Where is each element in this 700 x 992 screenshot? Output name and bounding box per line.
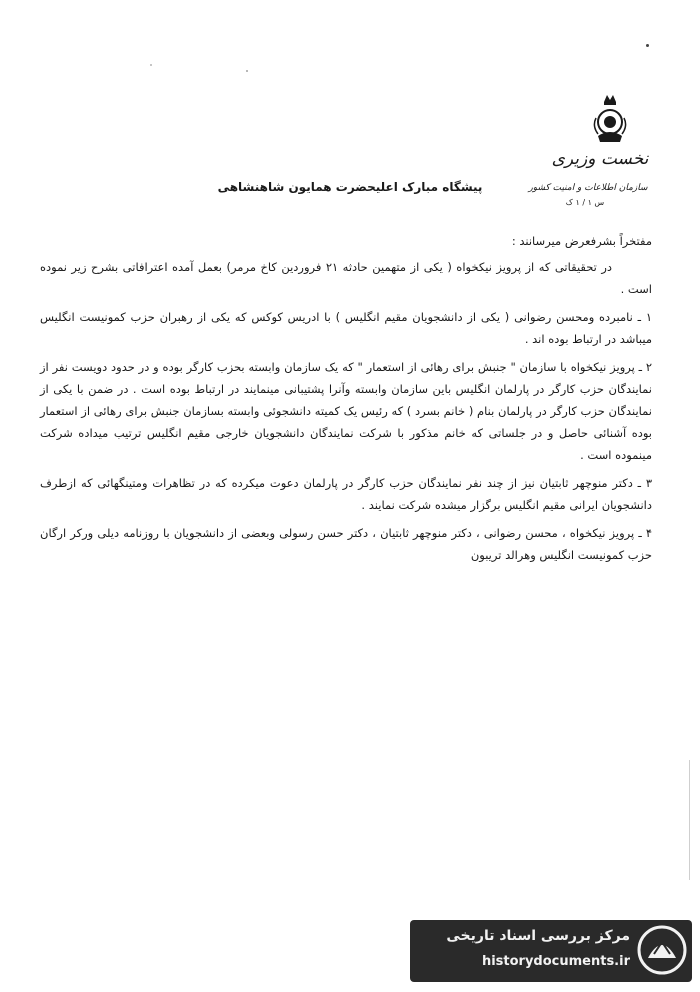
office-title: نخست وزیری bbox=[551, 149, 649, 169]
list-item: ۳ ـ دکتر منوچهر ثابتیان نیز از چند نفر نمایندگان حزب کارگر در پارلمان دعوت میکرده که در تظاهرات ومتینگهائی که ازطرف دانشجویان ایرانی مقیم انگلیس برگزار میشده شرکت نمایند . bbox=[40, 476, 652, 512]
letter-body bbox=[40, 230, 652, 572]
scan-speck bbox=[646, 44, 649, 47]
reference-number: س ۱ / ۱ ک bbox=[565, 198, 605, 207]
archive-logo-icon bbox=[636, 924, 688, 976]
watermark-url: historydocuments.ir bbox=[481, 954, 630, 969]
scan-edge-line bbox=[689, 760, 690, 880]
scan-speck bbox=[246, 70, 248, 72]
intro-paragraph: در تحقیقاتی که از پرویز نیکخواه ( یکی از متهمین حادثه ۲۱ فروردین کاخ مرمر) بعمل آمده اعترافاتی بشرح زیر نموده است . bbox=[40, 260, 652, 296]
scan-speck bbox=[150, 64, 152, 66]
addressee-line: پیشگاه مبارک اعلیحضرت همایون شاهنشاهی bbox=[217, 180, 483, 194]
watermark-title: مرکز بررسی اسناد تاریخی bbox=[446, 928, 630, 944]
opening-salutation: مفتخراً بشرفعرض میرسانند : bbox=[511, 234, 652, 248]
organization-name: سازمان اطلاعات و امنیت کشور bbox=[528, 183, 648, 193]
list-item: ۲ ـ پرویز نیکخواه با سازمان " جنبش برای رهائی از استعمار " که یک سازمان وابسته بحزب کارگر بوده و در حدود دویست نفر از نمایندگان حزب کارگر در پارلمان انگلیس باین سازمان وابسته وآنرا پشتیبانی مینمایند در ارتباط بوده است . در ضمن با یکی از نمایندگان حزب کارگر در پارلمان بنام ( خانم بسرد ) که رئیس یک کمیته دانشجوئی وابسته بسازمان جنبش برای رهائی از استعمار بوده آشنائی حاصل و در جلساتی که خانم مذکور با شرکت نمایندگان دانشجویان خارجی مقیم انگلیس ترتیب میداده شرکت مینموده است . bbox=[40, 360, 652, 462]
list-item: ۴ ـ پرویز نیکخواه ، محسن رضوانی ، دکتر منوچهر ثابتیان ، دکتر حسن رسولی وبعضی از دانشجویان با روزنامه دیلی ورکر ارگان حزب کمونیست انگلیس وهرالد تریبون bbox=[40, 526, 652, 562]
lion-and-sun-emblem-icon bbox=[590, 92, 630, 148]
list-item: ۱ ـ نامبرده ومحسن رضوانی ( یکی از دانشجویان مقیم انگلیس ) با ادریس کوکس که یکی از رهبران حزب کمونیست انگلیس میباشد در ارتباط بوده اند . bbox=[40, 310, 652, 346]
